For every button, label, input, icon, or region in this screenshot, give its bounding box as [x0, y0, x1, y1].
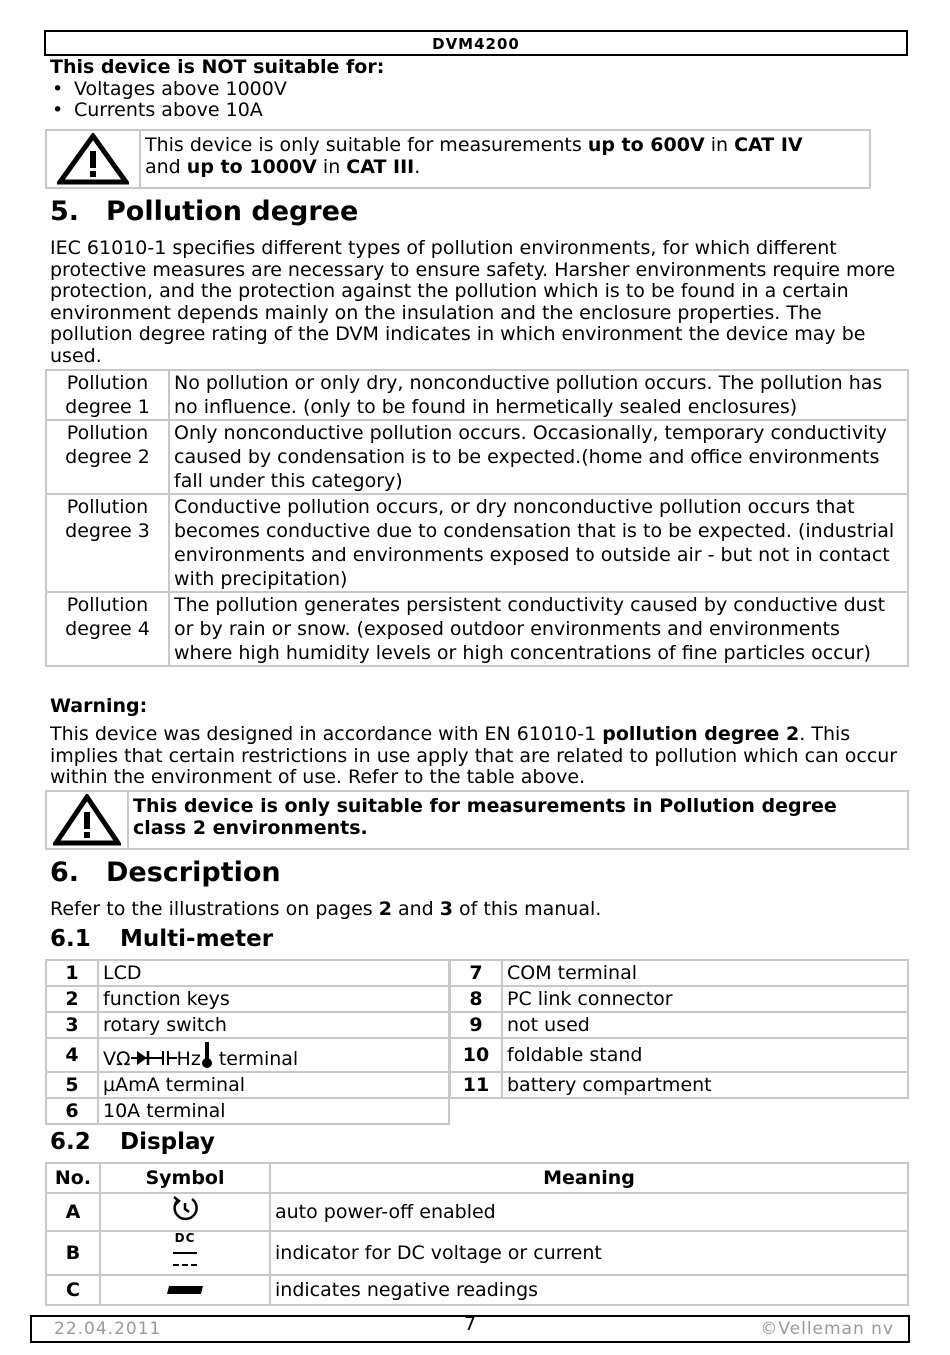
table-row: B DC indicator for DC voltage or current: [46, 1231, 908, 1275]
table-row: [46, 592, 908, 666]
section-5-heading: 5. Pollution degree: [50, 196, 359, 227]
pollution-degree-label: Pollution degree 2: [46, 420, 169, 494]
thermometer-icon: [201, 1041, 213, 1069]
pollution-degree-label: Pollution degree 1: [46, 370, 169, 420]
capacitor-symbol-icon: [155, 1049, 177, 1067]
pollution-degree-label: Pollution degree 4: [46, 592, 169, 666]
table-row: C indicates negative readings: [46, 1275, 908, 1305]
section-6-1-heading: 6.1 Multi-meter: [50, 926, 274, 952]
table-row: A auto power-off enabled: [46, 1193, 908, 1231]
multimeter-parts-left: [45, 959, 450, 1125]
section-6-2-heading: 6.2 Display: [50, 1129, 215, 1155]
table-row: 3 rotary switch: [46, 1012, 449, 1038]
warning-text-pollution: This device is only suitable for measurements in Pollution degree class 2 environments.: [133, 795, 837, 839]
table-row: 4 VΩ Hz terminal: [46, 1038, 449, 1072]
list-item: • Voltages above 1000V: [50, 79, 384, 101]
table-row: 11 battery compartment: [450, 1072, 908, 1098]
not-suitable-list: [50, 79, 384, 122]
table-header-row: No. Symbol Meaning: [46, 1163, 908, 1193]
pollution-degree-description: Conductive pollution occurs, or dry nonconductive pollution occurs that becomes conductive due to condensation that is to be expected. (industrial environments and environments exposed to outside air - but not in contact with precipitation): [169, 494, 908, 592]
pollution-degree-description: No pollution or only dry, nonconductive pollution occurs. The pollution has no influence. (only to be found in hermetically sealed enclosures): [169, 370, 908, 420]
footer-date: 22.04.2011: [54, 1319, 162, 1339]
description-intro: Refer to the illustrations on pages 2 and 3 of this manual.: [50, 898, 602, 920]
table-row: 10 foldable stand: [450, 1038, 908, 1072]
auto-power-off-icon: [170, 1194, 200, 1222]
display-symbols-table: [45, 1162, 909, 1306]
table-row: [46, 370, 908, 420]
warning-paragraph: This device was designed in accordance with EN 61010-1 pollution degree 2. This implies that certain restrictions in use apply that are related to pollution which can occur within the environment of use. Refer to the table above.: [50, 723, 898, 788]
warning-box-cat: [45, 129, 871, 189]
footer-copyright: ©Velleman nv: [760, 1319, 894, 1339]
page-footer: [30, 1315, 910, 1343]
model-name: DVM4200: [432, 35, 520, 53]
page-header: [44, 30, 908, 56]
pollution-degree-description: Only nonconductive pollution occurs. Occasionally, temporary conductivity caused by condensation is to be expected.(home and office environments fall under this category): [169, 420, 908, 494]
warning-text-cat: This device is only suitable for measurements up to 600V in CAT IV and up to 1000V in CAT III.: [145, 134, 803, 178]
pollution-degree-description: The pollution generates persistent conductivity caused by conductive dust or by rain or snow. (exposed outdoor environments and environments where high humidity levels or high concentrations of fine particles occur): [169, 592, 908, 666]
section-6-heading: 6. Description: [50, 857, 281, 888]
table-row: 7 COM terminal: [450, 960, 908, 986]
table-row: [46, 494, 908, 592]
table-row: 1 LCD: [46, 960, 449, 986]
list-item: • Currents above 10A: [50, 100, 384, 122]
pollution-degree-label: Pollution degree 3: [46, 494, 169, 592]
not-suitable-block: [50, 57, 384, 122]
warning-triangle-icon: [47, 792, 129, 848]
table-row: 6 10A terminal: [46, 1098, 449, 1124]
pollution-table: [45, 369, 909, 667]
negative-sign-icon: [165, 1282, 205, 1296]
multimeter-parts-right: [449, 959, 909, 1099]
warning-triangle-icon: [47, 131, 141, 187]
warning-label: Warning:: [50, 695, 148, 717]
table-row: 5 µAmA terminal: [46, 1072, 449, 1098]
table-row: 2 function keys: [46, 986, 449, 1012]
page-number: 7: [463, 1313, 477, 1335]
table-row: 9 not used: [450, 1012, 908, 1038]
table-row: 8 PC link connector: [450, 986, 908, 1012]
warning-box-pollution: [45, 790, 909, 850]
dc-indicator-icon: DC: [173, 1232, 197, 1268]
table-row: [46, 420, 908, 494]
diode-symbol-icon: [131, 1049, 155, 1067]
not-suitable-title: This device is NOT suitable for:: [50, 56, 385, 78]
pollution-intro: IEC 61010-1 specifies different types of pollution environments, for which different protective measures are necessary to ensure safety. Harsher environments require more protection, and the protection against the pollution which is to be found in a certain environment depends mainly on the insulation and the enclosure properties. The pollution degree rating of the DVM indicates in which environment the device may be used.: [50, 237, 896, 367]
